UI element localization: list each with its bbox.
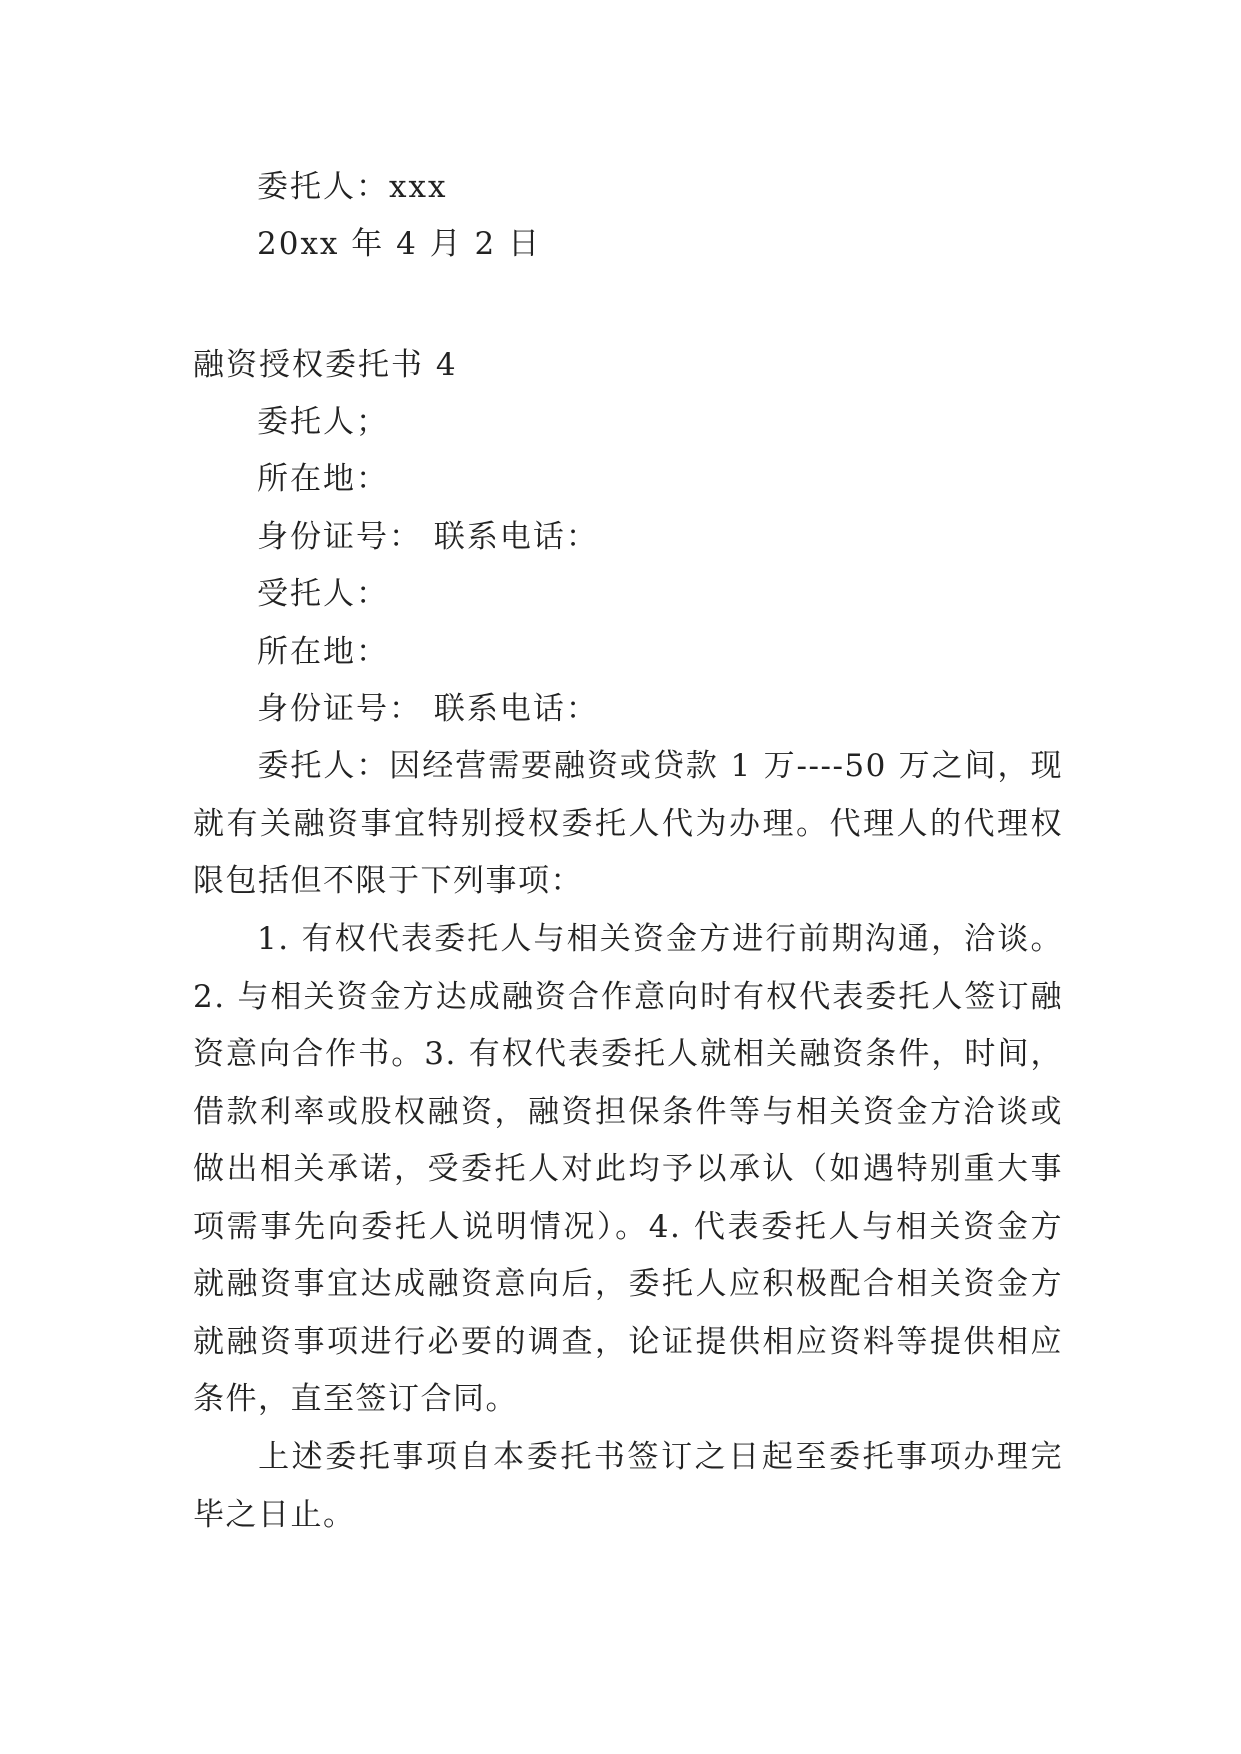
body-paragraph-term [193, 1429, 1063, 1544]
field-agent: 受托人： [257, 576, 389, 612]
field-principal: 委托人； [257, 404, 389, 440]
body-paragraph-intro-text: 委托人：因经营需要融资或贷款 1 万----50 万之间，现就有关融资事宜特别授权委托人代为办理。代理人的代理权限包括但不限于下列事项： [193, 748, 1063, 899]
body-paragraph-term-text: 上述委托事项自本委托书签订之日起至委托事项办理完毕之日止。 [193, 1439, 1063, 1533]
field-principal-address: 所在地： [257, 461, 389, 497]
body-paragraph-scope [193, 911, 1063, 1429]
principal-signature-line: 委托人：xxx [257, 169, 448, 205]
body-paragraph-scope-text: 1. 有权代表委托人与相关资金方进行前期沟通，洽谈。2. 与相关资金方达成融资合作意向时有权代表委托人签订融资意向合作书。3. 有权代表委托人就相关融资条件，时间，借款利率或股权融资，融资担保条件等与相关资金方洽谈或做出相关承诺，受委托人对此均予以承认（如遇特别重大事项需事先向委托人说明情况）。4. 代表委托人与相关资金方就融资事宜达成融资意向后，委托人应积极配合相关资金方就融资事项进行必要的调查，论证提供相应资料等提供相应条件，直至签订合同。 [193, 921, 1063, 1417]
section-title: 融资授权委托书 4 [193, 347, 458, 383]
signature-date-line: 20xx 年 4 月 2 日 [257, 226, 542, 262]
field-agent-address: 所在地： [257, 634, 389, 670]
body-paragraph-intro [193, 738, 1063, 911]
field-agent-id-phone: 身份证号： 联系电话： [257, 691, 599, 727]
field-principal-id-phone: 身份证号： 联系电话： [257, 519, 599, 555]
